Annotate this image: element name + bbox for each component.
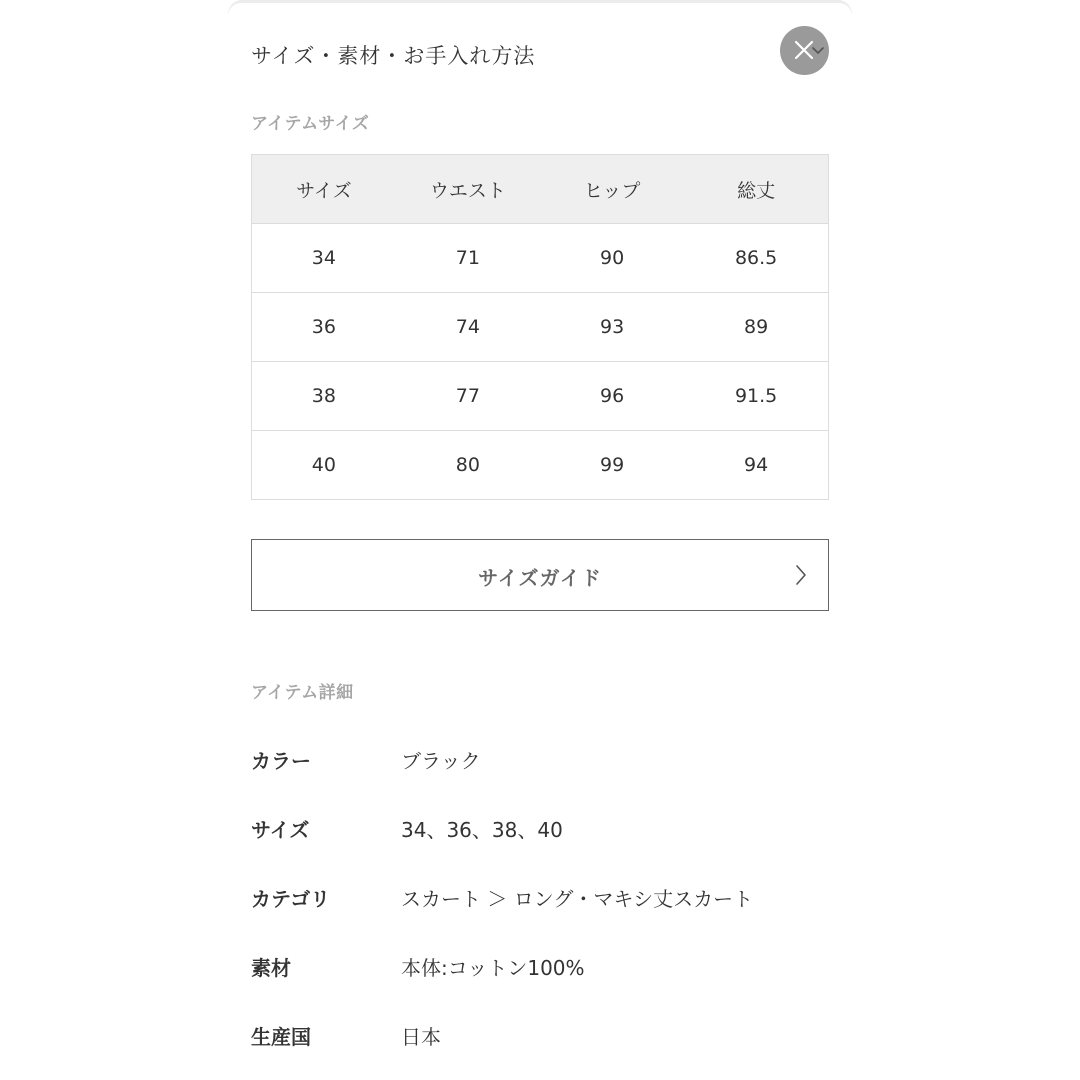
close-button[interactable] — [780, 26, 829, 75]
table-row — [252, 431, 829, 500]
detail-row-material — [251, 952, 829, 982]
modal-title: サイズ・素材・お手入れ方法 — [251, 44, 536, 68]
detail-row-size — [251, 814, 829, 844]
table-header-waist: ウエスト — [396, 155, 540, 224]
detail-row-color — [251, 745, 829, 775]
table-row — [252, 362, 829, 431]
table-cell: 93 — [540, 293, 684, 362]
table-header-size: サイズ — [252, 155, 396, 224]
table-cell: 71 — [396, 224, 540, 293]
table-row — [252, 293, 829, 362]
table-cell: 99 — [540, 431, 684, 500]
table-row — [252, 224, 829, 293]
table-cell: 38 — [252, 362, 396, 431]
table-cell: 77 — [396, 362, 540, 431]
table-header-length: 総丈 — [684, 155, 828, 224]
size-material-care-modal — [228, 14, 852, 1080]
table-cell: 94 — [684, 431, 828, 500]
table-cell: 96 — [540, 362, 684, 431]
detail-key: カラー — [251, 749, 311, 773]
close-icon — [780, 26, 829, 75]
detail-row-category — [251, 883, 829, 913]
detail-key: 生産国 — [251, 1025, 311, 1049]
table-cell: 89 — [684, 293, 828, 362]
table-cell: 36 — [252, 293, 396, 362]
table-cell: 90 — [540, 224, 684, 293]
size-guide-label: サイズガイド — [478, 566, 602, 590]
detail-key: カテゴリ — [251, 887, 331, 911]
table-cell: 74 — [396, 293, 540, 362]
detail-value: 日本 — [401, 1025, 441, 1049]
table-cell: 40 — [252, 431, 396, 500]
detail-value: スカート ＞ ロング・マキシ丈スカート — [401, 887, 754, 911]
detail-value: 34、36、38、40 — [401, 818, 563, 842]
table-cell: 80 — [396, 431, 540, 500]
table-cell: 86.5 — [684, 224, 828, 293]
detail-row-country — [251, 1021, 829, 1051]
size-guide-button[interactable] — [251, 539, 829, 611]
size-table — [251, 154, 829, 500]
detail-value: ブラック — [401, 749, 481, 773]
item-details-section-label: アイテム詳細 — [251, 683, 354, 703]
item-size-section-label: アイテムサイズ — [251, 114, 370, 134]
table-header-row — [252, 155, 829, 224]
chevron-right-icon — [794, 564, 808, 586]
table-cell: 91.5 — [684, 362, 828, 431]
detail-value: 本体:コットン100% — [401, 956, 585, 980]
detail-key: サイズ — [251, 818, 310, 842]
table-cell: 34 — [252, 224, 396, 293]
table-header-hip: ヒップ — [540, 155, 684, 224]
detail-key: 素材 — [251, 956, 291, 980]
